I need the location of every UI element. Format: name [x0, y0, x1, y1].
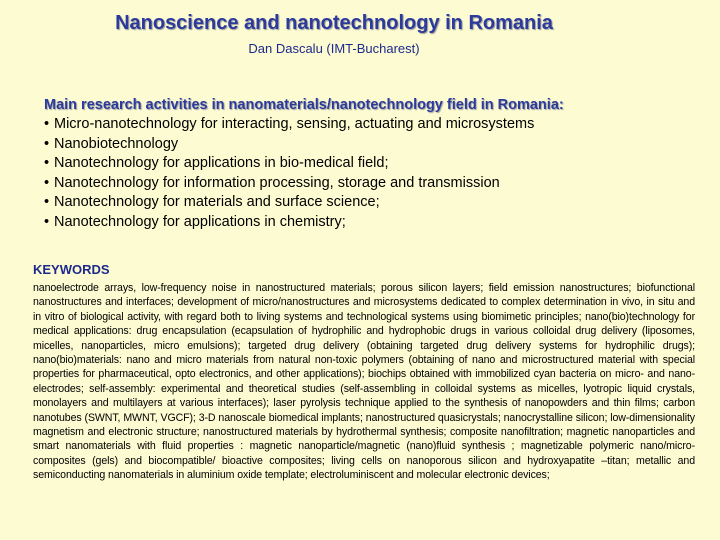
keywords-text: nanoelectrode arrays, low-frequency noise in nanostructured materials; porous silicon layers; field emission nanostructures; biofunctional nanostructures and interfaces; development of micro/nanostructures and microsystems dedicated to complex determination in vivo, in situ and in vitro of biological activity, with regard both to living systems and technological systems using biomimetic principles; nano(bio)technology for medical applications: drug encapsulation (ecapsulation of hydrophilic and hydrophobic drugs in various colloidal drug delivery (liposomes, micelles, nanoparticles, micro emulsions); targeted drug delivery (obtaining targeted drug delivery systems for hydrophilic drugs); nano(bio)materials: nano and micro materials from natural non-toxic polymers (obtaining of nano and microstructured material with special properties for pharmaceutical, opto electronics, and other applications); biochips obtained with immobilized cyan bacteria on micro- and nano-electrodes; self-assembly: experimental and theoretical studies (self-assembling in colloidal systems as micelles, lyotropic liquid crystals, monolayers and multilayers at various interfaces); laser pyrolysis technique applied to the synthesis of nanopowders and thin films; carbon nanotubes (SWNT, MWNT, VGCF); 3-D nanoscale biomedical implants; nanostructured quasicrystals; nanocrystalline silicon; low-dimensionality magnetism and electronic structure; nanostructured materials by hydrothermal synthesis; composite nanofiltration; magnetic nanoparticles and smart nanomaterials with fluid properties : magnetic nanoparticle/magnetic (nano)fluid synthesis ; magnetizable polymeric nano/micro-composites (gels) and biocompatible/ bioactive composites; living cells on nanoporous silicon and hydroxyapatite –titan; metallic and semiconducting nanomaterials in aluminium oxide template; electroluminiscent and molecular electronic devices;	[33, 282, 695, 482]
research-item: • Nanobiotechnology	[44, 135, 694, 155]
research-section	[44, 96, 694, 232]
keywords-heading: KEYWORDS	[33, 262, 110, 277]
research-heading: Main research activities in nanomaterials/nanotechnology field in Romania:	[44, 97, 564, 113]
research-item: • Nanotechnology for applications in bio-medical field;	[44, 154, 694, 174]
research-item: • Nanotechnology for applications in chemistry;	[44, 213, 694, 233]
research-list	[44, 115, 694, 232]
research-item: • Micro-nanotechnology for interacting, sensing, actuating and microsystems	[44, 115, 694, 135]
slide-author: Dan Dascalu (IMT-Bucharest)	[248, 41, 420, 56]
slide-title: Nanoscience and nanotechnology in Romania	[115, 12, 553, 34]
research-item: • Nanotechnology for information processing, storage and transmission	[44, 174, 694, 194]
research-item: • Nanotechnology for materials and surface science;	[44, 193, 694, 213]
